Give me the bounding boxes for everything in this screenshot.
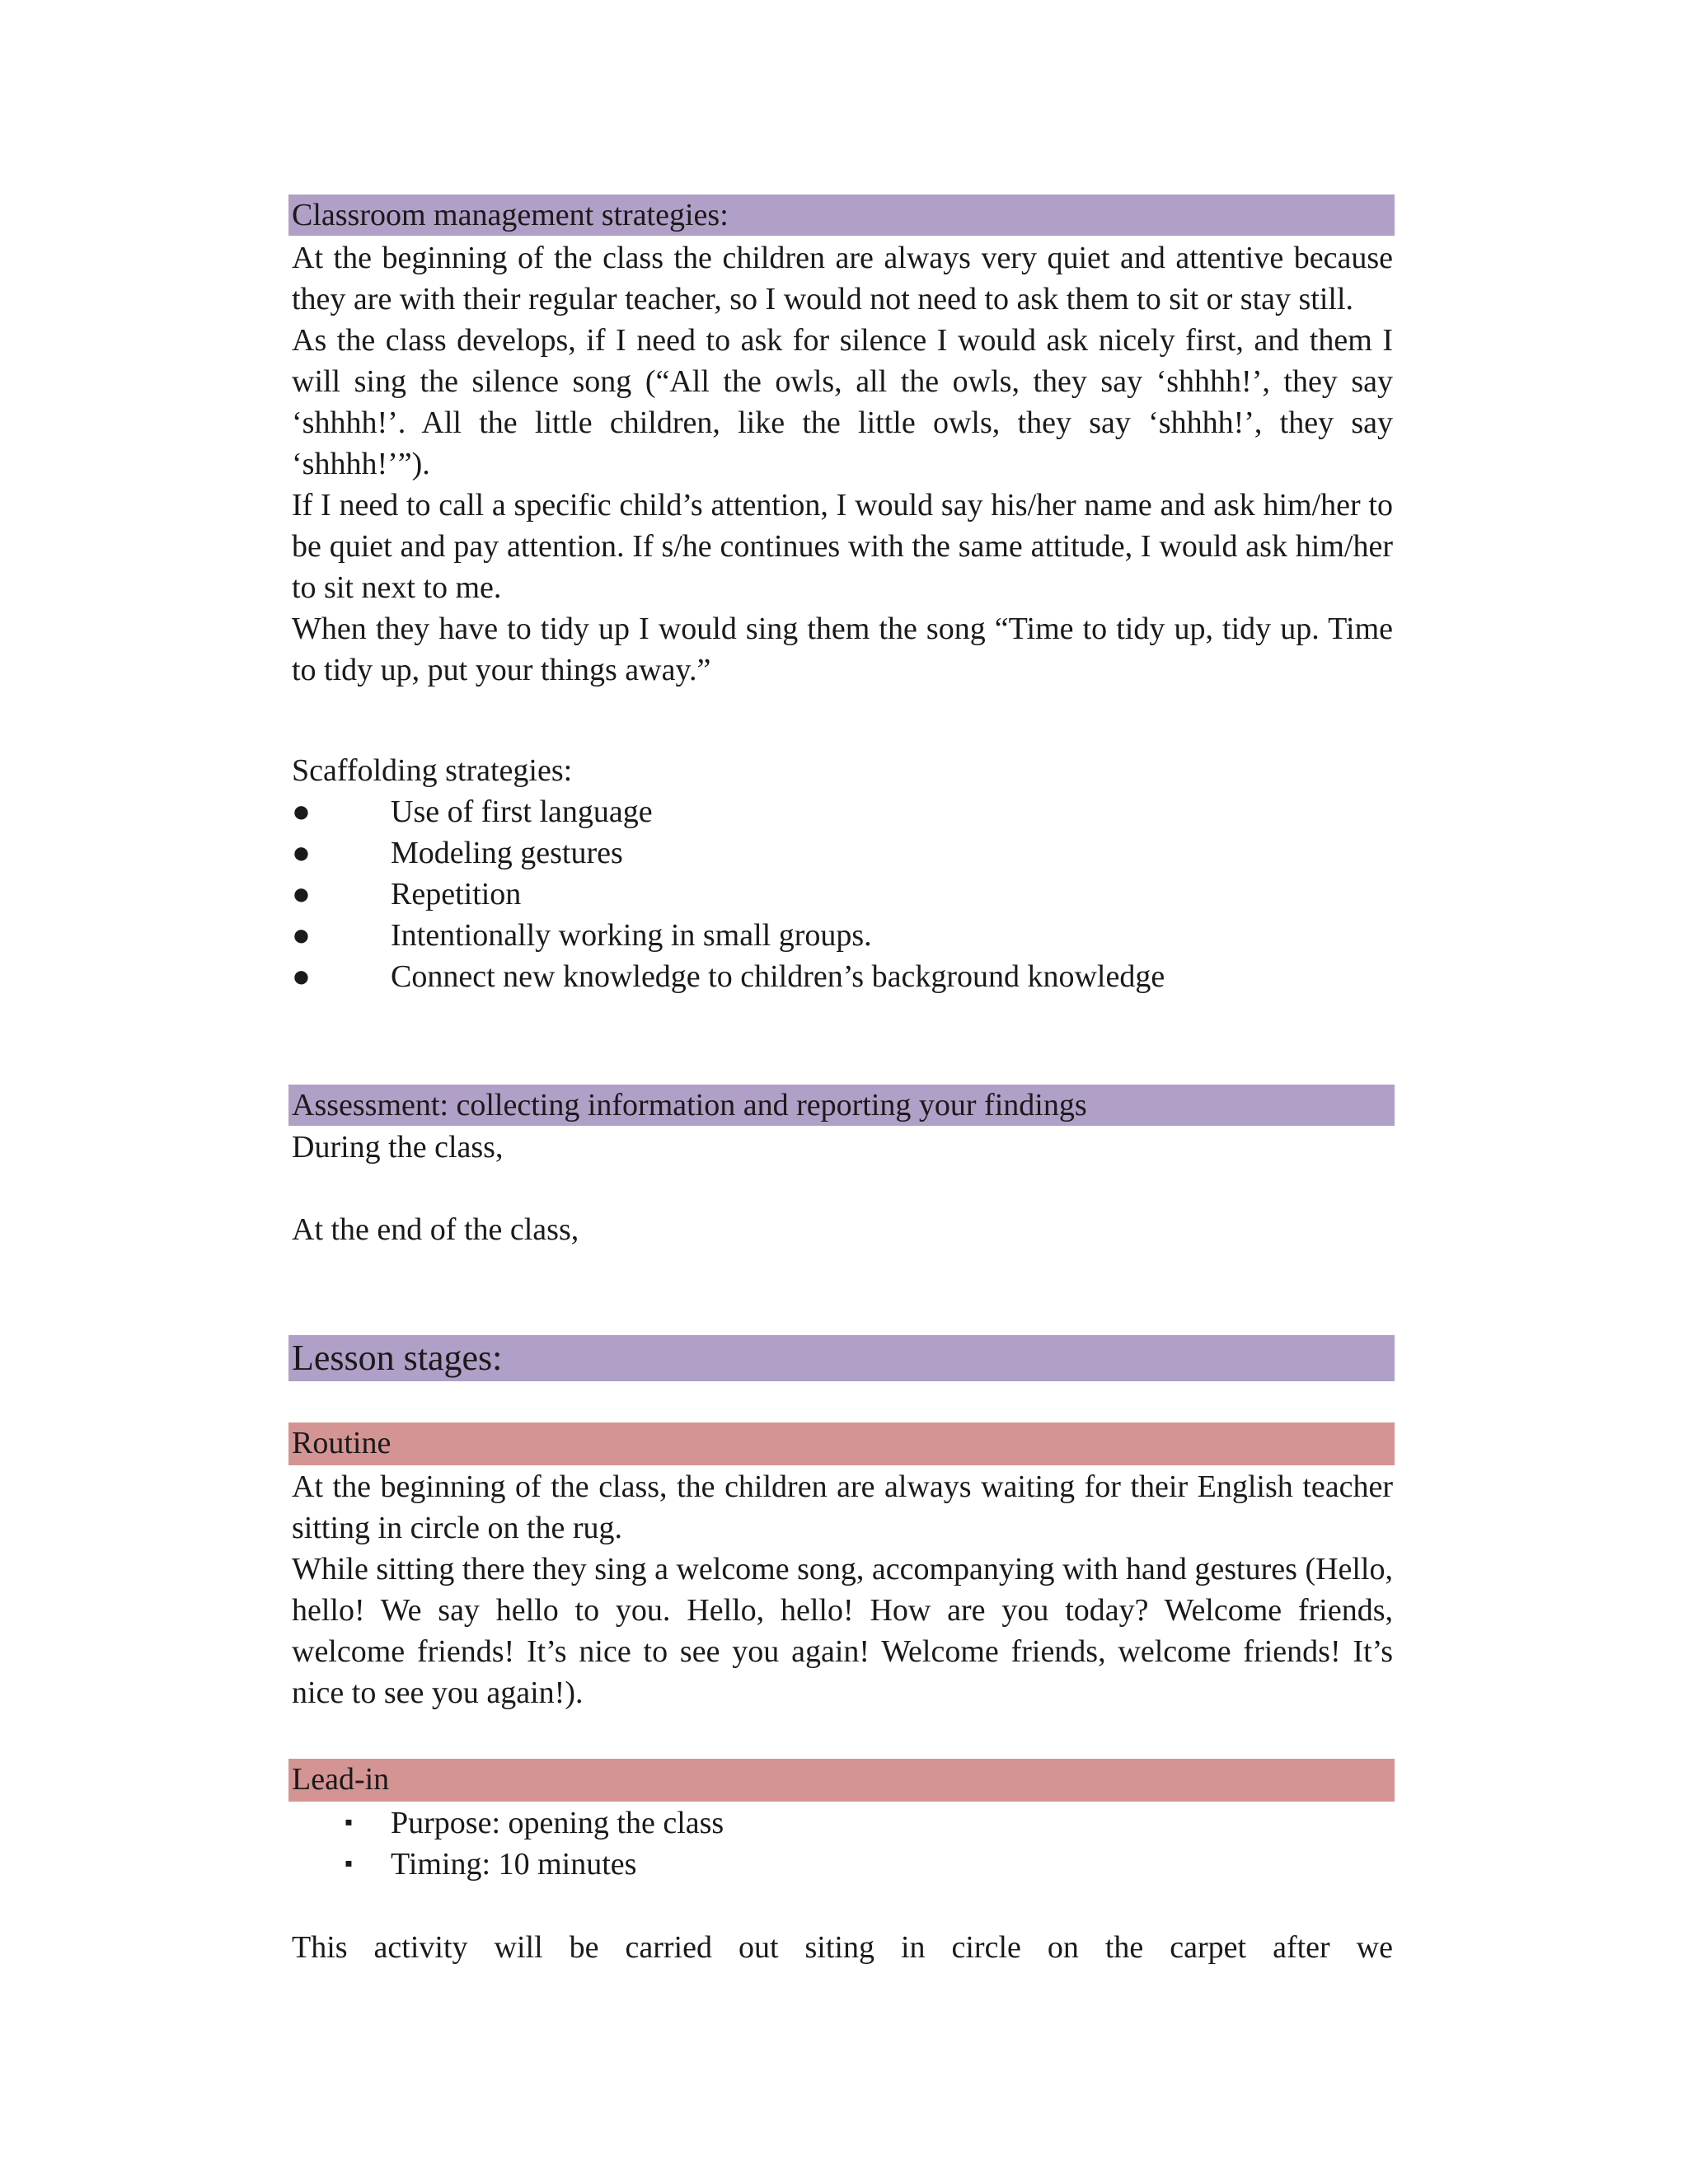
list-item: ● Connect new knowledge to children’s background knowledge	[292, 956, 1393, 997]
classroom-paragraph: If I need to call a specific child’s attention, I would say his/her name and ask him/her to be quiet and pay attention. If s/he continues with the same attitude, I would ask him/her to sit next to me.	[292, 488, 1393, 605]
square-bullet-icon: ▪	[345, 1810, 353, 1835]
routine-paragraph: While sitting there they sing a welcome song, accompanying with hand gestures (Hello, hello! We say hello to you. Hello, hello! How are you today? Welcome friends, welcome friends! It’s nice to see you again! Welcome friends, welcome friends! It’s nice to see you again!).	[292, 1552, 1393, 1710]
lead-in-details	[292, 1802, 1393, 1885]
list-item: ● Repetition	[292, 874, 1393, 915]
bullet-icon: ●	[292, 918, 311, 953]
list-item: ● Modeling gestures	[292, 832, 1393, 874]
classroom-heading: Classroom management strategies:	[288, 194, 1395, 236]
list-item: ● Intentionally working in small groups.	[292, 915, 1393, 956]
assessment-end: At the end of the class,	[292, 1212, 579, 1247]
square-bullet-icon: ▪	[345, 1851, 353, 1877]
routine-body	[292, 1466, 1393, 1713]
routine-paragraph: At the beginning of the class, the children are always waiting for their English teacher sitting in circle on the rug.	[292, 1469, 1393, 1545]
lead-in-heading: Lead-in	[288, 1759, 1395, 1802]
assessment-during: During the class,	[292, 1130, 504, 1165]
bullet-icon: ●	[292, 877, 311, 912]
scaffolding-heading: Scaffolding strategies:	[292, 753, 573, 788]
bullet-icon: ●	[292, 794, 311, 829]
list-item: ● Use of first language	[292, 791, 1393, 832]
classroom-body	[292, 237, 1393, 691]
assessment-heading: Assessment: collecting information and reporting your findings	[288, 1085, 1395, 1126]
lead-in-list	[292, 1802, 1393, 1885]
routine-heading: Routine	[288, 1422, 1395, 1465]
classroom-paragraph: At the beginning of the class the children are always very quiet and attentive because they are with their regular teacher, so I would not need to ask them to sit or stay still.	[292, 241, 1393, 316]
bullet-icon: ●	[292, 959, 311, 994]
lead-in-paragraph: This activity will be carried out siting in circle on the carpet after we	[292, 1930, 1393, 1965]
lesson-stages-heading: Lesson stages:	[288, 1335, 1395, 1381]
list-item: ▪ Timing: 10 minutes	[292, 1844, 1393, 1885]
bullet-icon: ●	[292, 836, 311, 870]
classroom-paragraph: As the class develops, if I need to ask for silence I would ask nicely first, and them I will sing the silence song (“All the owls, all the owls, they say ‘shhhh!’, they say ‘shhhh!’. All the little children, like the little owls, they say ‘shhhh!’, they say ‘shhhh!’”).	[292, 323, 1393, 481]
list-item: ▪ Purpose: opening the class	[292, 1802, 1393, 1844]
classroom-paragraph: When they have to tidy up I would sing them the song “Time to tidy up, tidy up. Time to tidy up, put your things away.”	[292, 612, 1393, 687]
scaffolding-list	[292, 791, 1393, 997]
scaffolding-section	[292, 750, 1393, 997]
